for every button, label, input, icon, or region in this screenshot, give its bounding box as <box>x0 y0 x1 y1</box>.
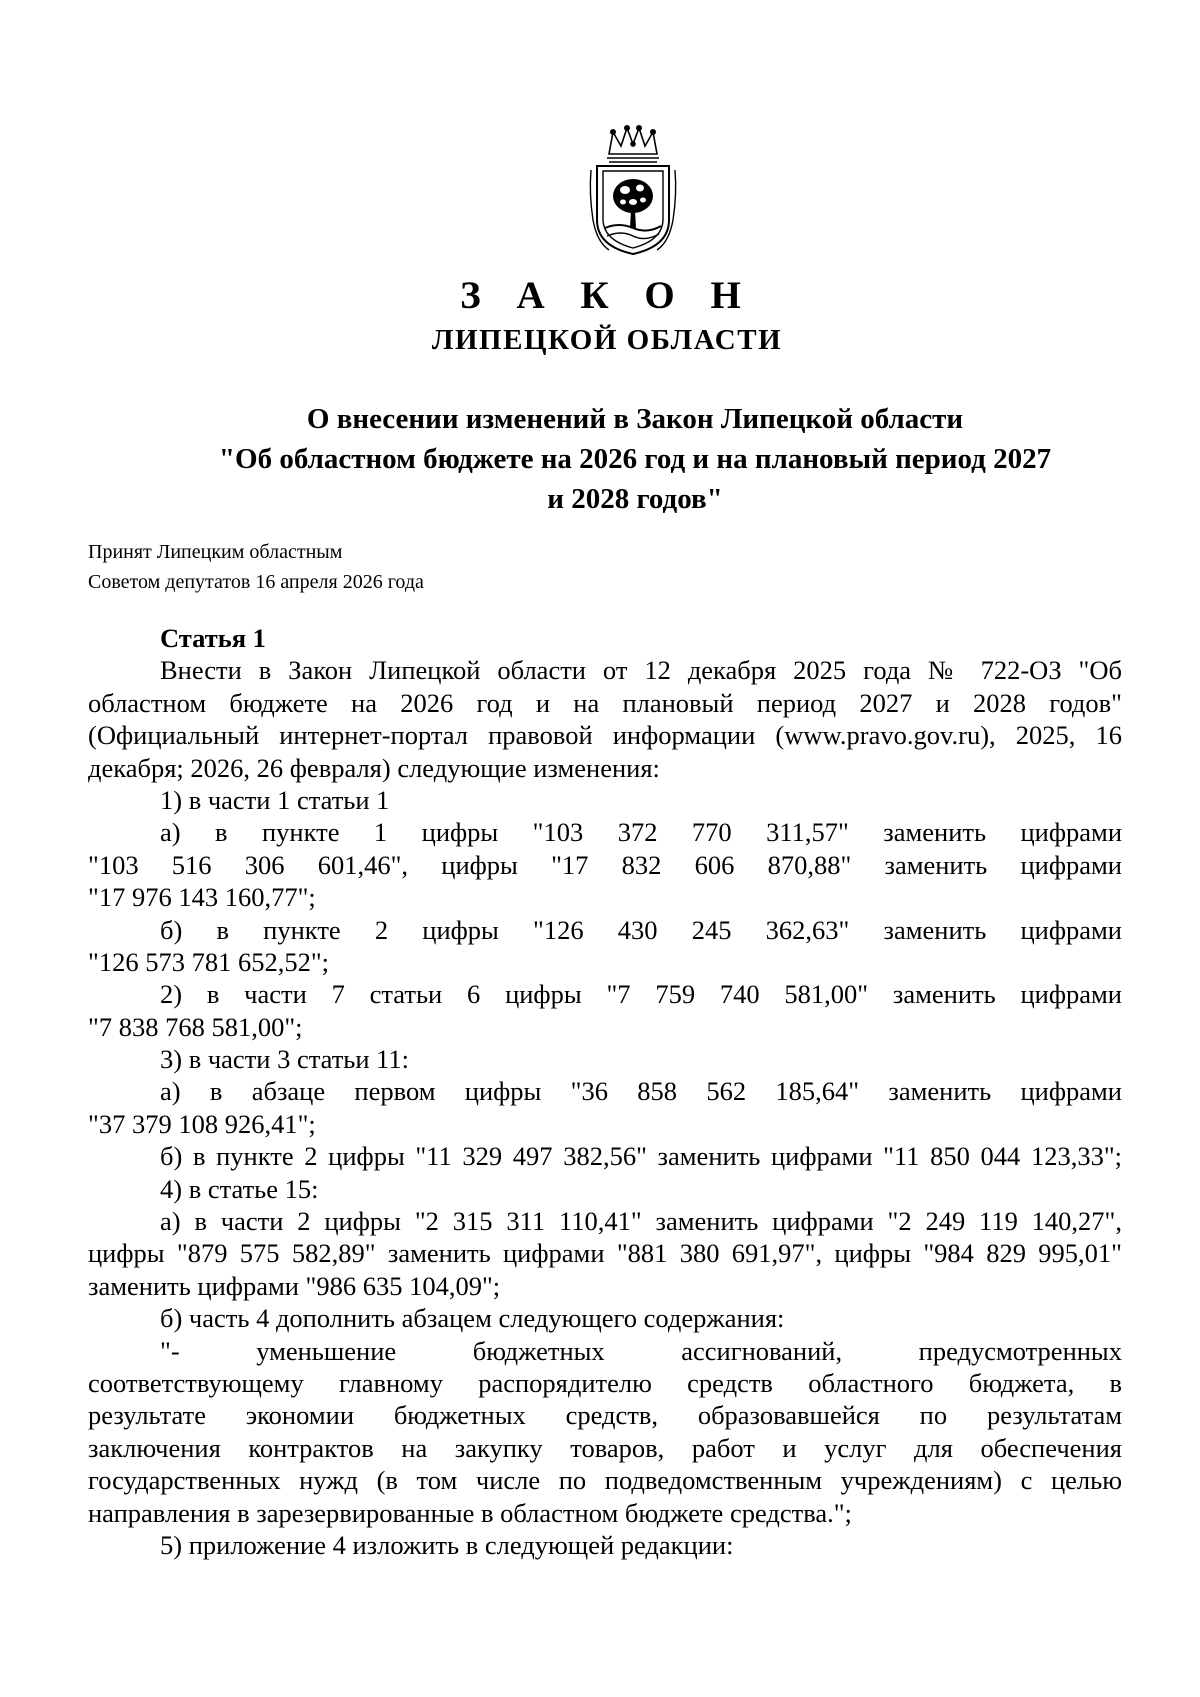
law-title: З А К О Н <box>460 274 754 317</box>
adoption-line: Принят Липецким областным <box>88 541 343 563</box>
paragraph-line: областном бюджете на 2026 год и на плановый период 2027 и 2028 годов" <box>88 687 1122 718</box>
heading-line: "Об областном бюджете на 2026 год и на плановый период 2027 <box>218 443 1052 475</box>
paragraph-line: результате экономии бюджетных средств, образовавшейся по результатам <box>88 1400 1122 1431</box>
paragraph-line: (Официальный интернет-портал правовой информации (www.pravo.gov.ru), 2025, 16 <box>88 720 1122 751</box>
paragraph-line: 1) в части 1 статьи 1 <box>160 784 390 815</box>
paragraph-line: "37 379 108 926,41"; <box>88 1108 316 1139</box>
adoption-line: Советом депутатов 16 апреля 2026 года <box>88 571 424 593</box>
article-body <box>88 622 1122 1561</box>
paragraph-line: направления в зарезервированные в областном бюджете средства."; <box>88 1497 852 1528</box>
paragraph-line: 2) в части 7 статьи 6 цифры "7 759 740 581,00" заменить цифрами <box>160 979 1122 1010</box>
paragraph-line: "103 516 306 601,46", цифры "17 832 606 870,88" заменить цифрами <box>88 849 1122 880</box>
paragraph-line: 5) приложение 4 изложить в следующей редакции: <box>160 1529 734 1560</box>
paragraph-line: заменить цифрами "986 635 104,09"; <box>88 1270 501 1301</box>
heading-line: и 2028 годов" <box>547 483 723 515</box>
paragraph-line: а) в абзаце первом цифры "36 858 562 185,64" заменить цифрами <box>160 1076 1122 1107</box>
law-region: ЛИПЕЦКОЙ ОБЛАСТИ <box>431 324 783 356</box>
paragraph-line: заключения контрактов на закупку товаров, работ и услуг для обеспечения <box>88 1432 1122 1463</box>
paragraph-line: "126 573 781 652,52"; <box>88 946 329 977</box>
paragraph-line: б) в пункте 2 цифры "126 430 245 362,63" заменить цифрами <box>160 914 1122 945</box>
heading-line: О внесении изменений в Закон Липецкой области <box>306 403 964 435</box>
paragraph-line: б) часть 4 дополнить абзацем следующего содержания: <box>160 1303 785 1334</box>
paragraph-line: "7 838 768 581,00"; <box>88 1011 303 1042</box>
adoption-note <box>88 537 424 597</box>
paragraph-line: а) в части 2 цифры "2 315 311 110,41" заменить цифрами "2 249 119 140,27", <box>160 1206 1122 1237</box>
paragraph-line: государственных нужд (в том числе по подведомственным учреждениям) с целью <box>88 1465 1122 1496</box>
paragraph-line: Внести в Закон Липецкой области от 12 декабря 2025 года № 722-ОЗ "Об <box>160 655 1122 686</box>
paragraph-line: соответствующему главному распорядителю средств областного бюджета, в <box>88 1367 1122 1398</box>
paragraph-line: декабря; 2026, 26 февраля) следующие изменения: <box>88 752 660 783</box>
paragraph-line: а) в пункте 1 цифры "103 372 770 311,57" заменить цифрами <box>160 817 1122 848</box>
document-heading <box>150 399 1120 519</box>
paragraph-line: "- уменьшение бюджетных ассигнований, предусмотренных <box>160 1335 1122 1366</box>
paragraph-line: цифры "879 575 582,89" заменить цифрами "881 380 691,97", цифры "984 829 995,01" <box>88 1238 1122 1269</box>
article-title: Статья 1 <box>160 623 266 653</box>
coat-of-arms-icon <box>587 124 679 258</box>
paragraph-line: 3) в части 3 статьи 11: <box>160 1044 410 1075</box>
paragraph-line: б) в пункте 2 цифры "11 329 497 382,56" заменить цифрами "11 850 044 123,33"; <box>160 1141 1122 1172</box>
paragraph-line: 4) в статье 15: <box>160 1173 319 1204</box>
paragraph-line: "17 976 143 160,77"; <box>88 882 316 913</box>
